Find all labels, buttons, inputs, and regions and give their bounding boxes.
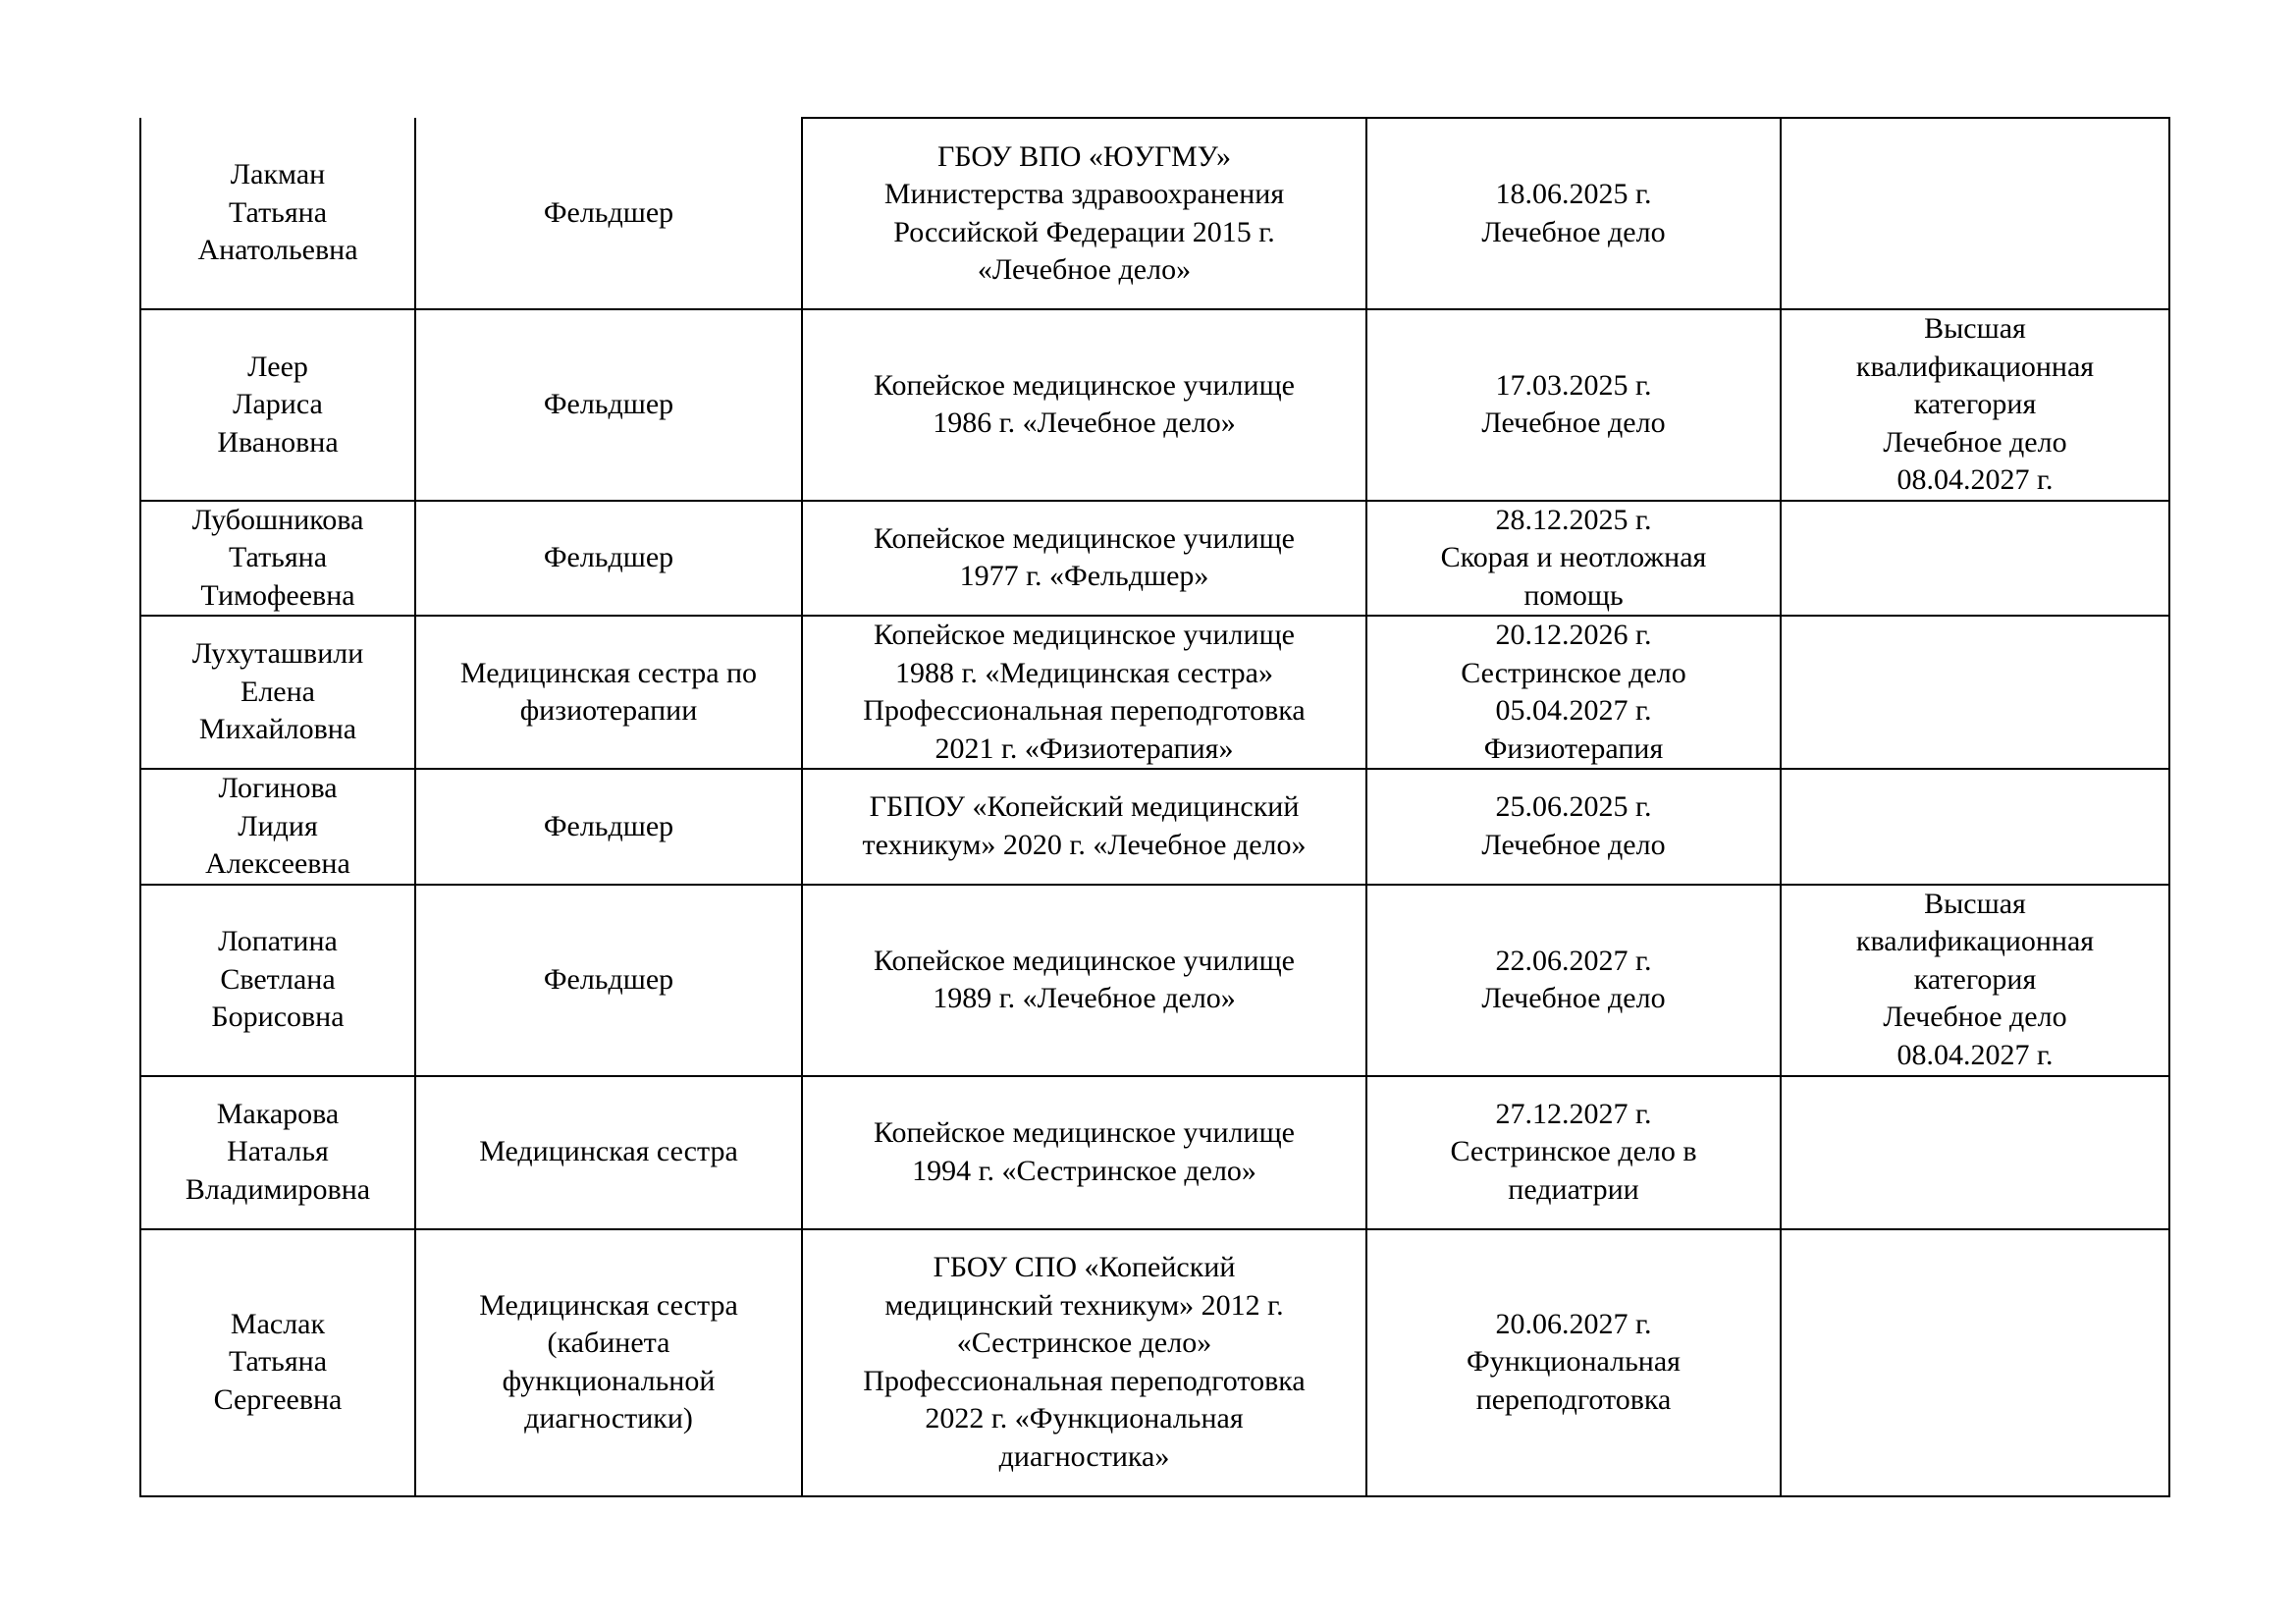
employee-category: Высшая квалификационная категория Лечебное дело 08.04.2027 г. — [1855, 312, 2095, 496]
category-cell — [1781, 769, 2169, 885]
employee-name: Логинова Лидия Алексеевна — [205, 772, 350, 880]
name-cell — [140, 501, 415, 617]
table-row — [140, 616, 2169, 769]
certificate-cell — [1366, 309, 1781, 501]
employee-position: Фельдшер — [543, 541, 674, 573]
education-cell — [802, 118, 1366, 309]
category-cell — [1781, 1076, 2169, 1229]
position-cell — [415, 1076, 802, 1229]
certificate-cell — [1366, 885, 1781, 1076]
table-row — [140, 769, 2169, 885]
employee-education: ГБПОУ «Копейский медицинский техникум» 2020 г. «Лечебное дело» — [862, 790, 1307, 861]
employee-category: Высшая квалификационная категория Лечебное дело 08.04.2027 г. — [1855, 887, 2095, 1071]
position-cell — [415, 309, 802, 501]
education-cell — [802, 309, 1366, 501]
employee-certificate: 17.03.2025 г. Лечебное дело — [1481, 368, 1666, 440]
education-cell — [802, 616, 1366, 769]
category-cell — [1781, 309, 2169, 501]
certificate-cell — [1366, 1076, 1781, 1229]
employee-certificate: 20.12.2026 г. Сестринское дело 05.04.2027 г. Физиотерапия — [1461, 619, 1686, 765]
employee-certificate: 20.06.2027 г. Функциональная переподготовка — [1467, 1307, 1681, 1416]
category-cell — [1781, 118, 2169, 309]
education-cell — [802, 1076, 1366, 1229]
education-cell — [802, 885, 1366, 1076]
table-row — [140, 501, 2169, 617]
name-cell — [140, 885, 415, 1076]
employee-education: Копейское медицинское училище 1977 г. «Фельдшер» — [873, 521, 1295, 593]
certificate-cell — [1366, 501, 1781, 617]
employee-education: Копейское медицинское училище 1988 г. «Медицинская сестра» Профессиональная переподготовка 2021 г. «Физиотерапия» — [863, 619, 1306, 765]
employee-name: Лубошникова Татьяна Тимофеевна — [191, 503, 364, 612]
employee-education: Копейское медицинское училище 1986 г. «Лечебное дело» — [873, 368, 1295, 440]
certificate-cell — [1366, 118, 1781, 309]
employee-position: Медицинская сестра по физиотерапии — [459, 656, 758, 727]
employee-certificate: 27.12.2027 г. Сестринское дело в педиатрии — [1450, 1097, 1697, 1206]
employee-position: Фельдшер — [543, 962, 674, 996]
employee-name: Лакман Татьяна Анатольевна — [197, 158, 358, 267]
employee-education: Копейское медицинское училище 1994 г. «Сестринское дело» — [873, 1116, 1295, 1187]
certificate-cell — [1366, 1229, 1781, 1496]
category-cell — [1781, 501, 2169, 617]
employee-position: Медицинская сестра (кабинета функциональной диагностики) — [479, 1288, 738, 1435]
name-cell — [140, 1229, 415, 1496]
employee-certificate: 18.06.2025 г. Лечебное дело — [1481, 178, 1666, 248]
education-cell — [802, 1229, 1366, 1496]
name-cell — [140, 769, 415, 885]
category-cell — [1781, 616, 2169, 769]
employee-name: Лухуташвили Елена Михайловна — [191, 637, 364, 746]
education-cell — [802, 769, 1366, 885]
employee-position: Фельдшер — [543, 388, 674, 420]
name-cell — [140, 309, 415, 501]
table-row — [140, 1076, 2169, 1229]
employee-name: Макарова Наталья Владимировна — [185, 1097, 371, 1206]
employee-education: Копейское медицинское училище 1989 г. «Лечебное дело» — [873, 944, 1295, 1014]
table-row — [140, 885, 2169, 1076]
employee-certificate: 22.06.2027 г. Лечебное дело — [1481, 944, 1666, 1014]
position-cell — [415, 616, 802, 769]
employee-certificate: 28.12.2025 г. Скорая и неотложная помощь — [1440, 503, 1707, 612]
employee-education: ГБОУ ВПО «ЮУГМУ» Министерства здравоохранения Российской Федерации 2015 г. «Лечебное дело» — [883, 139, 1285, 286]
employee-certificate: 25.06.2025 г. Лечебное дело — [1481, 790, 1666, 861]
name-cell — [140, 1076, 415, 1229]
position-cell — [415, 1229, 802, 1496]
name-cell — [140, 616, 415, 769]
category-cell — [1781, 1229, 2169, 1496]
position-cell — [415, 501, 802, 617]
certificate-cell — [1366, 616, 1781, 769]
employee-position: Фельдшер — [543, 195, 674, 229]
table-row — [140, 118, 2169, 309]
position-cell — [415, 885, 802, 1076]
employee-position: Медицинская сестра — [479, 1135, 738, 1168]
table-row — [140, 309, 2169, 501]
position-cell — [415, 118, 802, 309]
table-row — [140, 1229, 2169, 1496]
employee-name: Леер Лариса Ивановна — [217, 350, 339, 459]
employee-name: Маслак Татьяна Сергеевна — [213, 1307, 343, 1416]
staff-table — [139, 117, 2170, 1497]
certificate-cell — [1366, 769, 1781, 885]
employee-name: Лопатина Светлана Борисовна — [211, 925, 345, 1034]
education-cell — [802, 501, 1366, 617]
name-cell — [140, 118, 415, 309]
position-cell — [415, 769, 802, 885]
employee-position: Фельдшер — [543, 809, 674, 842]
category-cell — [1781, 885, 2169, 1076]
employee-education: ГБОУ СПО «Копейский медицинский техникум» 2012 г. «Сестринское дело» Профессиональная переподготовка 2022 г. «Функциональная диагностика» — [863, 1251, 1306, 1473]
